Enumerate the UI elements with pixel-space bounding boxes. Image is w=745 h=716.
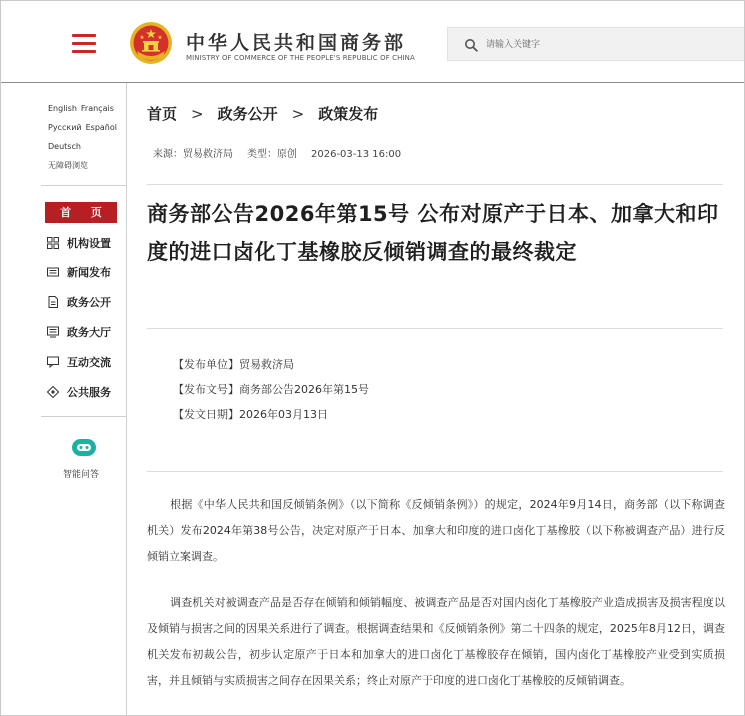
article-source: 来源：贸易救济局 [153, 149, 233, 160]
article-type: 类型：原创 [247, 149, 297, 160]
lang-english-link[interactable]: English [48, 104, 77, 113]
divider [147, 471, 723, 472]
sidebar-item-public-service[interactable] [47, 383, 111, 401]
article-paragraph: 根据《中华人民共和国反倾销条例》（以下简称《反倾销条例》）的规定，2024年9月14日，商务部（以下称调查机关）发布2024年第38号公告，决定对原产于日本、加拿大和印度的进口卤化丁基橡胶（以下称被调查产品）进行反倾销立案调查。 [147, 498, 725, 563]
service-icon [47, 386, 59, 398]
breadcrumb-home-link[interactable]: 首页 [147, 105, 178, 123]
document-icon [47, 296, 59, 308]
sidebar-item-label: 新闻发布 [67, 266, 111, 279]
divider [147, 184, 723, 185]
main-content [128, 83, 745, 716]
lang-french-link[interactable]: Français [80, 104, 114, 113]
search-icon[interactable] [464, 38, 478, 52]
sidebar-item-interaction[interactable] [47, 353, 111, 371]
divider [147, 328, 723, 329]
article-title: 商务部公告2026年第15号 公布对原产于日本、加拿大和印度的进口卤化丁基橡胶反倾销调查的最终裁定 [147, 202, 719, 264]
sidebar [1, 83, 127, 716]
breadcrumb [147, 103, 378, 124]
breadcrumb-public-affairs-link[interactable]: 政务公开 [217, 105, 278, 123]
sidebar-item-label: 互动交流 [67, 356, 111, 369]
sidebar-item-organization[interactable] [47, 234, 111, 252]
article-meta [153, 145, 415, 160]
sidebar-item-service-hall[interactable] [47, 323, 111, 341]
site-title: 中华人民共和国商务部 [186, 32, 407, 54]
sidebar-item-news[interactable] [47, 263, 111, 281]
accessibility-link[interactable]: 无障碍浏览 [48, 161, 88, 170]
info-issue-date: 【发文日期】2026年03月13日 [173, 408, 328, 421]
site-subtitle: MINISTRY OF COMMERCE OF THE PEOPLE'S REPUBLIC OF CHINA [186, 54, 415, 62]
breadcrumb-policy-link[interactable]: 政策发布 [318, 105, 379, 123]
lang-german-link[interactable]: Deutsch [48, 142, 81, 151]
menu-icon[interactable] [72, 34, 96, 52]
search-input[interactable] [486, 36, 726, 54]
search-box[interactable] [447, 27, 745, 61]
hall-icon [47, 326, 59, 338]
site-header [1, 1, 745, 83]
breadcrumb-separator: > [291, 105, 305, 123]
sidebar-item-label: 公共服务 [67, 386, 111, 399]
news-icon [47, 266, 59, 278]
info-publisher: 【发布单位】贸易救济局 [173, 358, 294, 371]
article-info [173, 352, 369, 427]
info-doc-number: 【发布文号】商务部公告2026年第15号 [173, 383, 369, 396]
sidebar-item-label: 政务公开 [67, 296, 111, 309]
sidebar-item-label: 机构设置 [67, 237, 111, 250]
article-datetime: 2026-03-13 16:00 [311, 149, 402, 160]
breadcrumb-separator: > [191, 105, 204, 123]
sidebar-item-public-affairs[interactable] [47, 293, 111, 311]
sidebar-item-label: 政务大厅 [67, 326, 111, 339]
chat-icon [47, 356, 59, 368]
sidebar-divider [41, 416, 127, 417]
lang-spanish-link[interactable]: Español [85, 123, 117, 132]
org-structure-icon [47, 237, 59, 249]
lang-russian-link[interactable]: Русский [48, 123, 82, 132]
language-links [48, 99, 124, 175]
ai-assistant-label[interactable]: 智能问答 [63, 470, 100, 480]
home-button[interactable]: 首 页 [45, 202, 117, 223]
article-paragraph: 调查机关对被调查产品是否存在倾销和倾销幅度、被调查产品是否对国内卤化丁基橡胶产业造成损害及损害程度以及倾销与损害之间的因果关系进行了调查。根据调查结果和《反倾销条例》第二十四条的规定，2025年8月12日，调查机关发布初裁公告，初步认定原产于日本和加拿大的进口卤化丁基橡胶存在倾销，国内卤化丁基橡胶产业受到实质损害，并且倾销与实质损害之间存在因果关系；终止对原产于印度的进口卤化丁基橡胶的反倾销调查。 [147, 596, 725, 687]
robot-chat-icon[interactable] [70, 437, 98, 459]
national-emblem-icon [129, 21, 173, 65]
sidebar-divider [41, 185, 127, 186]
